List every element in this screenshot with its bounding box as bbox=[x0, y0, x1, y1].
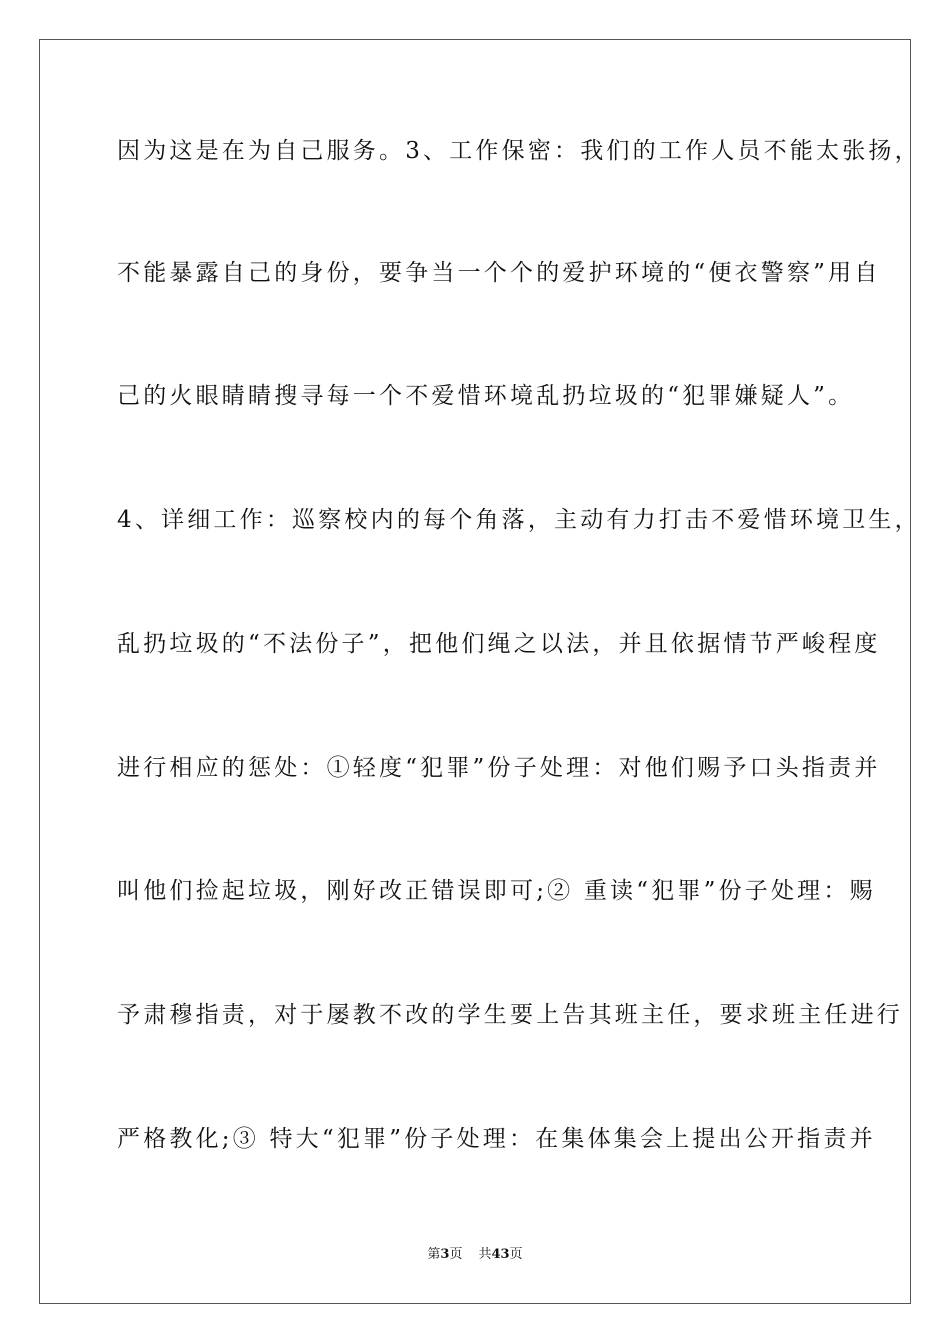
body-line-2: 不能暴露自己的身份，要争当一个个的爱护环境的“便衣警察”用自 bbox=[117, 260, 881, 286]
footer-total-prefix: 共 bbox=[478, 1247, 492, 1262]
footer-page-number: 3 bbox=[440, 1247, 450, 1262]
page-border bbox=[39, 39, 921, 1304]
body-line-8: 予肃穆指责，对于屡教不改的学生要上告其班主任，要求班主任进行 bbox=[117, 1002, 903, 1028]
footer-total-suffix: 页 bbox=[509, 1247, 523, 1262]
body-line-3: 己的火眼睛睛搜寻每一个不爱惜环境乱扔垃圾的“犯罪嫌疑人”。 bbox=[117, 383, 855, 409]
body-line-6: 进行相应的惩处：①轻度“犯罪”份子处理：对他们赐予口头指责并 bbox=[117, 755, 881, 781]
footer-page-suffix: 页 bbox=[449, 1247, 463, 1262]
footer-total-pages: 43 bbox=[491, 1247, 510, 1262]
footer-page-prefix: 第 bbox=[427, 1247, 441, 1262]
body-line-7: 叫他们捡起垃圾，刚好改正错误即可;② 重读“犯罪”份子处理：赐 bbox=[117, 878, 876, 904]
page-footer bbox=[0, 1247, 950, 1263]
body-line-1: 因为这是在为自己服务。3、工作保密：我们的工作人员不能太张扬， bbox=[117, 138, 921, 164]
body-line-5: 乱扔垃圾的“不法份子”，把他们绳之以法，并且依据情节严峻程度 bbox=[117, 631, 881, 657]
body-line-9: 严格教化;③ 特大“犯罪”份子处理：在集体集会上提出公开指责并 bbox=[117, 1126, 876, 1152]
body-line-4: 4、详细工作：巡察校内的每个角落，主动有力打击不爱惜环境卫生， bbox=[117, 507, 921, 533]
